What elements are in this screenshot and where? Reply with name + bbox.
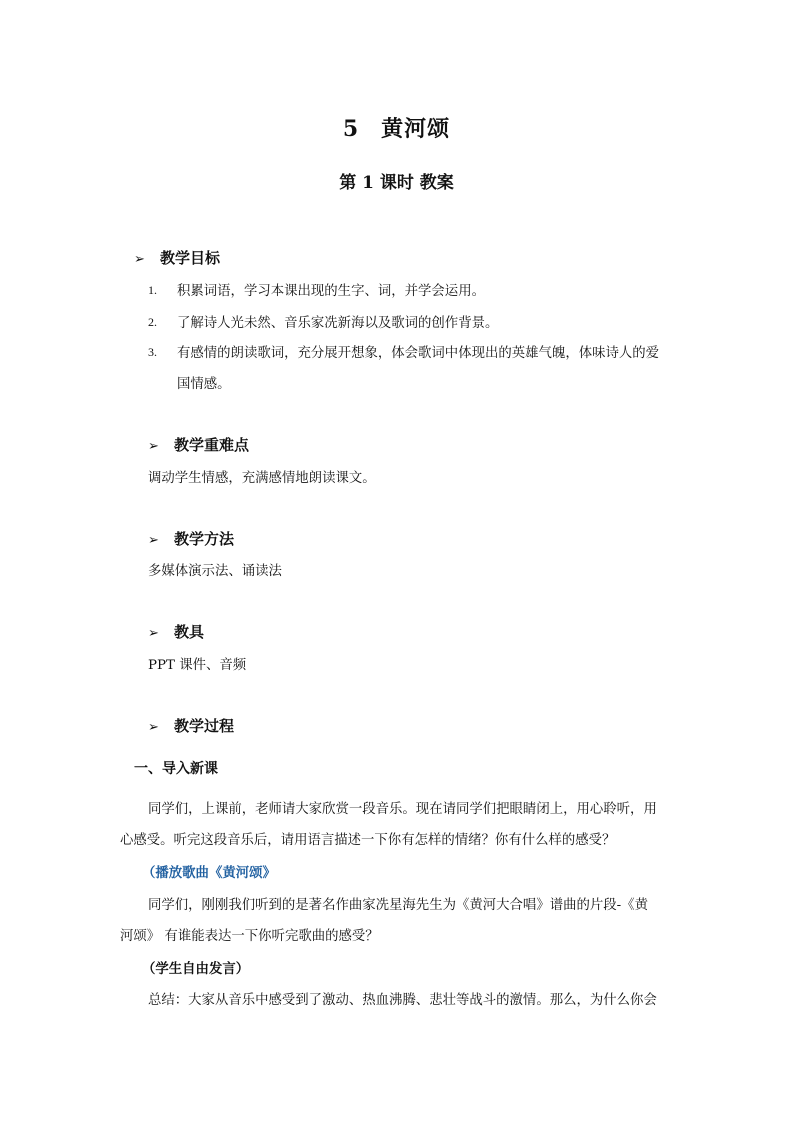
arrow-bullet-icon: ➢ (148, 720, 159, 735)
list-item-text: 有感情的朗读歌词，充分展开想象，体会歌词中体现出的英雄气魄，体味诗人的爱 (177, 346, 660, 361)
section-heading-objectives: ➢ 教学目标 (134, 249, 221, 267)
lesson-number: 5 (342, 116, 360, 142)
paragraph-line: 心感受。听完这段音乐后，请用语言描述一下你有怎样的情绪？你有什么样的感受？ (120, 833, 616, 848)
paragraph-line: 同学们，刚刚我们听到的是著名作曲家冼星海先生为《黄河大合唱》谱曲的片段-《黄 (148, 898, 648, 913)
paragraph-line: 同学们，上课前，老师请大家欣赏一段音乐。现在请同学们把眼睛闭上，用心聆听，用 (148, 802, 657, 817)
section-heading-process: ➢ 教学过程 (148, 717, 235, 735)
student-speech-note: （学生自由发言） (142, 961, 250, 977)
summary-line: 总结：大家从音乐中感受到了激动、热血沸腾、悲壮等战斗的激情。那么，为什么你会 (148, 993, 657, 1008)
tools-text: PPT 课件、音频 (148, 658, 247, 673)
process-part1-heading: 一、导入新课 (134, 761, 218, 777)
section-heading-methods: ➢ 教学方法 (148, 530, 235, 548)
arrow-bullet-icon: ➢ (148, 533, 159, 548)
list-item-text: 积累词语，学习本课出现的生字、词，并学会运用。 (177, 284, 485, 299)
list-item-text-continued: 国情感。 (177, 377, 231, 392)
key-points-text: 调动学生情感，充满感情地朗读课文。 (148, 471, 376, 486)
play-song-note: （播放歌曲《黄河颂》 (142, 865, 276, 881)
page-subtitle: 第 1 课时 教案 (339, 173, 454, 193)
paragraph-line: 河颂》 有谁能表达一下你听完歌曲的感受？ (120, 929, 379, 944)
section-heading-key-points: ➢ 教学重难点 (148, 436, 250, 454)
list-number: 2. (148, 315, 157, 329)
section-heading-tools: ➢ 教具 (148, 623, 205, 641)
page-title (0, 112, 793, 143)
list-item-text: 了解诗人光未然、音乐家冼新海以及歌词的创作背景。 (177, 316, 499, 331)
list-number: 1. (148, 283, 157, 297)
lesson-name: 黄河颂 (381, 116, 451, 142)
arrow-bullet-icon: ➢ (148, 439, 159, 454)
list-number: 3. (148, 345, 157, 359)
methods-text: 多媒体演示法、诵读法 (148, 564, 282, 579)
arrow-bullet-icon: ➢ (134, 252, 145, 267)
arrow-bullet-icon: ➢ (148, 626, 159, 641)
